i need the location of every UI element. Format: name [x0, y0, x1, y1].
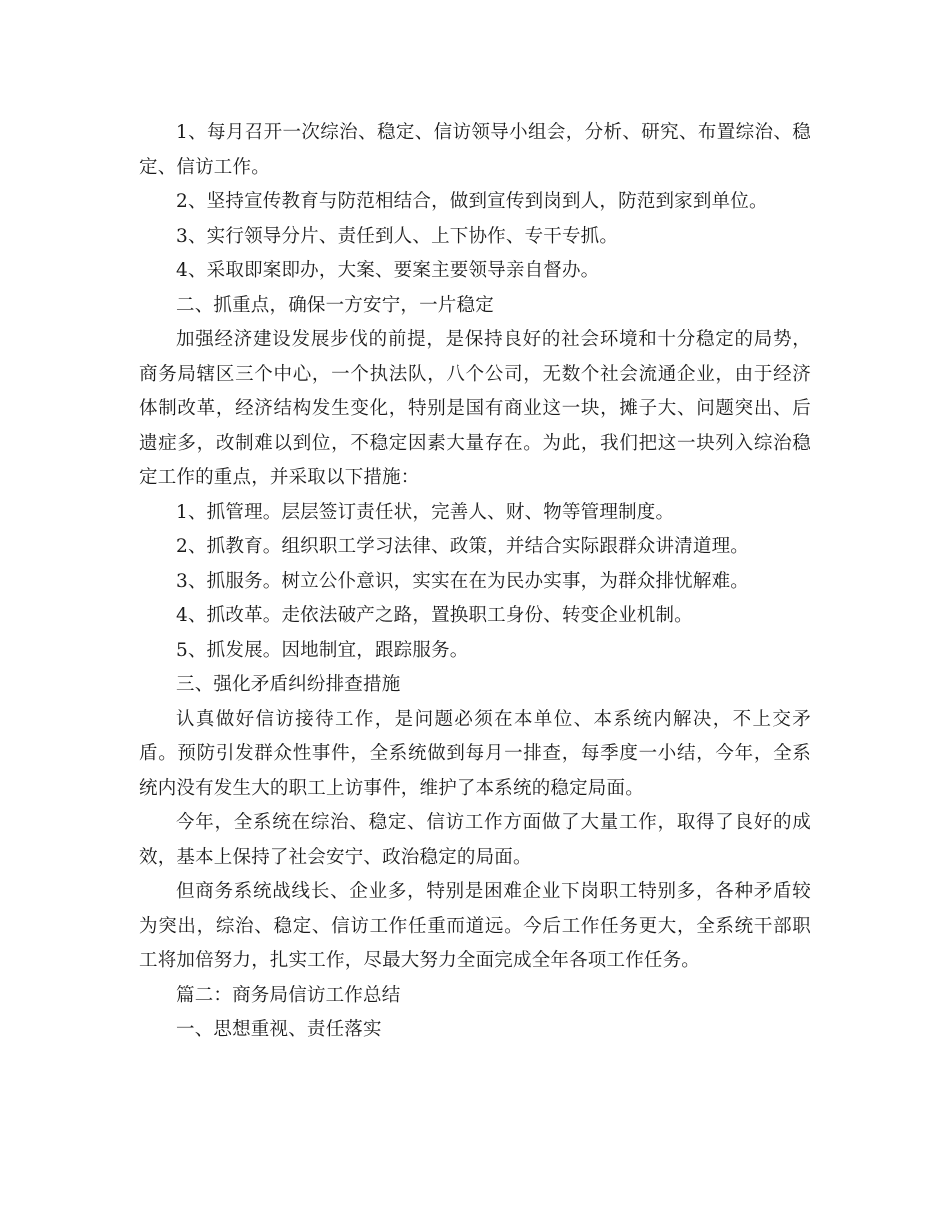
paragraph-outlook: 但商务系统战线长、企业多，特别是困难企业下岗职工特别多，各种矛盾较为突出，综治、稳定、信访工作任重而道远。今后工作任务更大，全系统干部职工将加倍努力，扎实工作，尽最大努力全面完成全年各项工作任务。 [139, 881, 811, 971]
paragraph-results: 今年，全系统在综治、稳定、信访工作方面做了大量工作，取得了良好的成效，基本上保持了社会安宁、政治稳定的局面。 [139, 812, 811, 868]
paragraph-petition: 认真做好信访接待工作，是问题必须在本单位、本系统内解决，不上交矛盾。预防引发群众性事件，全系统做到每月一排查，每季度一小结，今年，全系统内没有发生大的职工上访事件，维护了本系统的稳定局面。 [139, 708, 811, 799]
section-heading-1: 一、思想重视、责任落实 [176, 1019, 382, 1040]
measure-item-2: 2、抓教育。组织职工学习法律、政策，并结合实际跟群众讲清道理。 [176, 536, 749, 557]
paragraph-item-3: 3、实行领导分片、责任到人、上下协作、专干专抓。 [176, 225, 619, 247]
document-body [139, 116, 811, 1048]
paragraph-item-2: 2、坚持宣传教育与防范相结合，做到宣传到岗到人，防范到家到单位。 [176, 191, 768, 212]
paragraph-item-4: 4、采取即案即办，大案、要案主要领导亲自督办。 [176, 260, 600, 281]
measure-item-4: 4、抓改革。走依法破产之路，置换职工身份、转变企业机制。 [176, 605, 693, 626]
paragraph-item-1: 1、每月召开一次综治、稳定、信访领导小组会，分析、研究、布置综治、稳定、信访工作。 [139, 122, 811, 178]
measure-item-5: 5、抓发展。因地制宜，跟踪服务。 [176, 639, 469, 661]
measure-item-1: 1、抓管理。层层签订责任状，完善人、财、物等管理制度。 [176, 501, 675, 523]
measure-item-3: 3、抓服务。树立公仆意识，实实在在为民办实事，为群众排忧解难。 [176, 570, 749, 592]
section-heading-2: 二、抓重点，确保一方安宁，一片稳定 [176, 294, 494, 316]
section-heading-3: 三、强化矛盾纠纷排查措施 [176, 674, 401, 695]
paragraph-background: 加强经济建设发展步伐的前提，是保持良好的社会环境和十分稳定的局势，商务局辖区三个中心，一个执法队，八个公司，无数个社会流通企业，由于经济体制改革，经济结构发生变化，特别是国有商业这一块，摊子大、问题突出、后遗症多，改制难以到位，不稳定因素大量存在。为此，我们把这一块列入综治稳定工作的重点，并采取以下措施： [139, 329, 811, 488]
chapter-title-2: 篇二：商务局信访工作总结 [176, 984, 401, 1006]
